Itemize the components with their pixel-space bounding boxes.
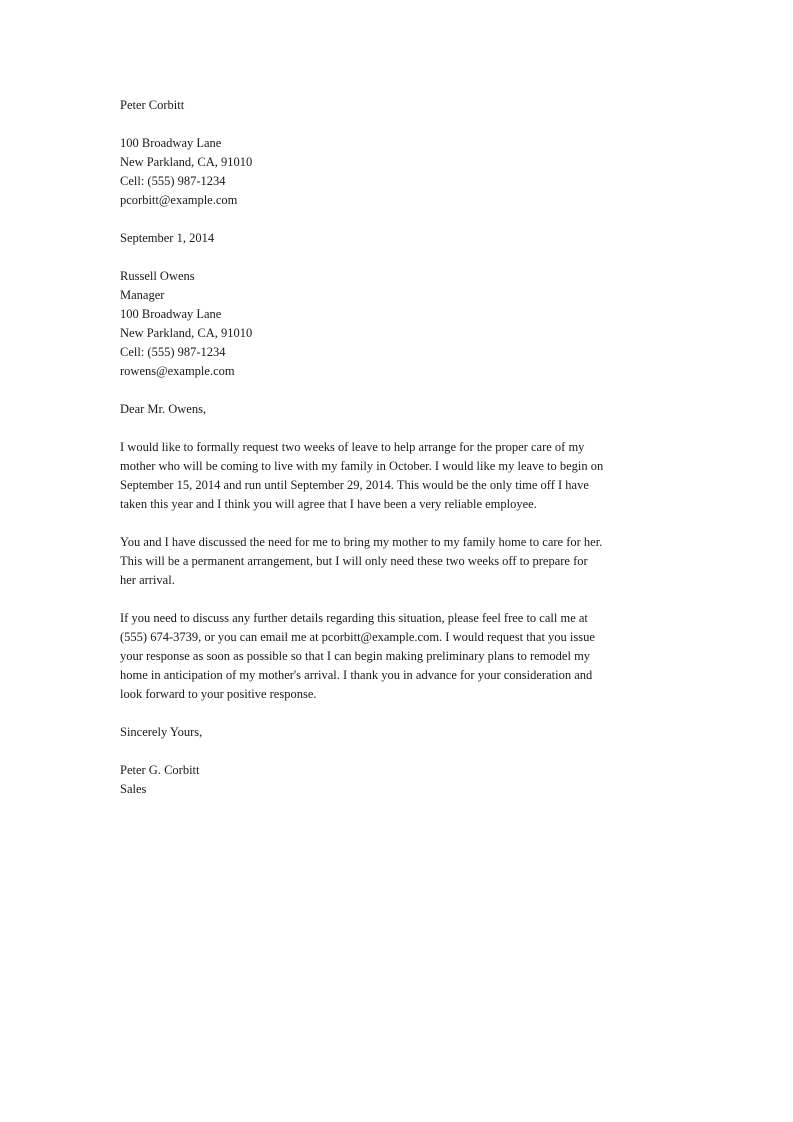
- paragraph-line: This will be a permanent arrangement, but I will only need these two weeks off to prepare for: [120, 554, 588, 568]
- sender-name: Peter Corbitt: [120, 98, 185, 112]
- recipient-email: rowens@example.com: [120, 364, 235, 378]
- paragraph-line: her arrival.: [120, 573, 175, 587]
- paragraph-line: your response as soon as possible so that I can begin making preliminary plans to remodel my: [120, 649, 591, 663]
- recipient-block: [120, 267, 680, 381]
- recipient-name: Russell Owens: [120, 269, 195, 283]
- paragraph-line: taken this year and I think you will agree that I have been a very reliable employee.: [120, 497, 537, 511]
- sender-address-line-2: New Parkland, CA, 91010: [120, 155, 253, 169]
- letter-page: [120, 96, 680, 799]
- body-paragraph-2: [120, 533, 680, 590]
- recipient-cell: Cell: (555) 987-1234: [120, 345, 226, 359]
- sender-block: [120, 96, 680, 210]
- paragraph-line: home in anticipation of my mother's arrival. I thank you in advance for your consideration and: [120, 668, 593, 682]
- sender-email: pcorbitt@example.com: [120, 193, 238, 207]
- signature-department: Sales: [120, 782, 147, 796]
- paragraph-line: If you need to discuss any further details regarding this situation, please feel free to call me at: [120, 611, 588, 625]
- sender-address-line-1: 100 Broadway Lane: [120, 136, 222, 150]
- body-paragraph-1: [120, 438, 680, 514]
- recipient-title: Manager: [120, 288, 165, 302]
- letter-date: September 1, 2014: [120, 231, 215, 245]
- signature-name: Peter G. Corbitt: [120, 763, 200, 777]
- recipient-address-line-2: New Parkland, CA, 91010: [120, 326, 253, 340]
- paragraph-line: I would like to formally request two weeks of leave to help arrange for the proper care of my: [120, 440, 585, 454]
- closing: Sincerely Yours,: [120, 725, 203, 739]
- paragraph-line: look forward to your positive response.: [120, 687, 317, 701]
- body-paragraph-3: [120, 609, 680, 704]
- recipient-address-line-1: 100 Broadway Lane: [120, 307, 222, 321]
- sender-cell: Cell: (555) 987-1234: [120, 174, 226, 188]
- paragraph-line: (555) 674-3739, or you can email me at pcorbitt@example.com. I would request that you issue: [120, 630, 595, 644]
- paragraph-line: mother who will be coming to live with my family in October. I would like my leave to begin on: [120, 459, 604, 473]
- paragraph-line: You and I have discussed the need for me to bring my mother to my family home to care for her.: [120, 535, 603, 549]
- paragraph-line: September 15, 2014 and run until September 29, 2014. This would be the only time off I have: [120, 478, 589, 492]
- signature-block: [120, 761, 680, 799]
- salutation: Dear Mr. Owens,: [120, 402, 207, 416]
